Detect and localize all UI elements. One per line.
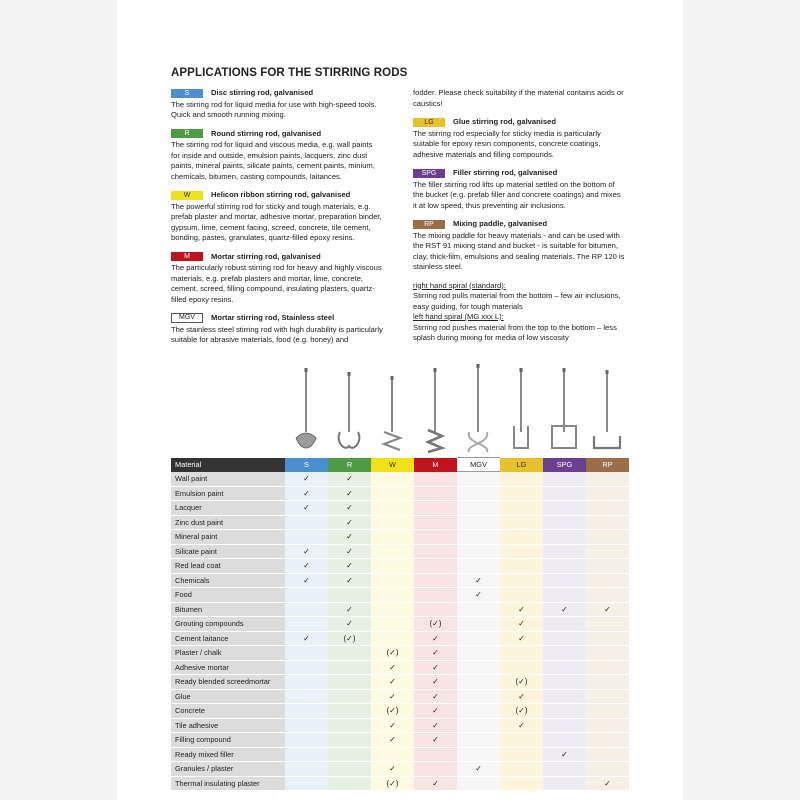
rod-entry-heading (413, 219, 625, 230)
suitability-cell-rp (586, 762, 629, 777)
rod-code-badge: SPG (413, 169, 445, 178)
suitability-cell-mgv (457, 689, 500, 704)
suitability-cell-r (328, 588, 371, 603)
rod-code-badge: W (171, 191, 203, 200)
rod-entry-heading (171, 252, 383, 263)
suitability-cell-rp (586, 559, 629, 574)
suitability-cell-s (285, 530, 328, 545)
suitability-cell-rp (586, 573, 629, 588)
material-name: Ready mixed filler (171, 747, 285, 762)
suitability-cell-lg (500, 501, 543, 516)
suitability-cell-w (371, 617, 414, 632)
material-name: Filling compound (171, 733, 285, 748)
suitability-cell-rp (586, 530, 629, 545)
material-name: Tile adhesive (171, 718, 285, 733)
suitability-cell-spg (543, 718, 586, 733)
rod-illustration-s-icon (296, 368, 316, 448)
suitability-cell-m: ✓ (414, 675, 457, 690)
suitability-cell-m (414, 602, 457, 617)
rod-name: Round stirring rod, galvanised (211, 128, 322, 138)
suitability-cell-lg (500, 559, 543, 574)
suitability-cell-spg (543, 573, 586, 588)
suitability-cell-w (371, 573, 414, 588)
suitability-cell-m (414, 573, 457, 588)
table-row (171, 660, 629, 675)
rod-description: The filler stirring rod lifts up material settled on the bottom of the bucket (e.g. prefab filler and concrete coatings) and mixes it at low speed, thus preventing air inclusions. (413, 179, 621, 210)
table-row (171, 718, 629, 733)
suitability-cell-mgv (457, 747, 500, 762)
suitability-cell-r (328, 762, 371, 777)
table-row (171, 617, 629, 632)
suitability-cell-w (371, 602, 414, 617)
rod-illustration-w-icon (384, 376, 400, 450)
suitability-cell-mgv (457, 530, 500, 545)
material-name: Silicate paint (171, 544, 285, 559)
suitability-cell-m (414, 747, 457, 762)
suitability-cell-spg (543, 675, 586, 690)
table-row (171, 704, 629, 719)
suitability-cell-mgv (457, 675, 500, 690)
rod-name: Filler stirring rod, galvanised (453, 168, 558, 177)
rod-name: Mortar stirring rod, Stainless steel (211, 313, 335, 322)
left-hand-spiral-text: Stirring rod pushes material from the top to the bottom – less splash during mixing for media of low viscosity (413, 322, 617, 342)
suitability-cell-m: ✓ (414, 733, 457, 748)
material-name: Mineral paint (171, 530, 285, 545)
suitability-cell-r: ✓ (328, 472, 371, 487)
material-name: Cement laitance (171, 631, 285, 646)
suitability-cell-m: ✓ (414, 646, 457, 661)
right-hand-spiral-heading: right hand spiral (standard): (413, 280, 506, 290)
application-table (171, 457, 629, 791)
rod-name: Glue stirring rod, galvanised (453, 117, 556, 126)
suitability-cell-r (328, 704, 371, 719)
column-header-spg: SPG (543, 458, 586, 472)
table-row (171, 472, 629, 487)
suitability-cell-rp (586, 689, 629, 704)
material-name: Granules / plaster (171, 762, 285, 777)
suitability-cell-w: ✓ (371, 660, 414, 675)
suitability-cell-s (285, 617, 328, 632)
rod-code-badge: MGV (171, 313, 203, 323)
suitability-cell-spg (543, 501, 586, 516)
suitability-cell-m (414, 559, 457, 574)
suitability-cell-r: ✓ (328, 573, 371, 588)
suitability-cell-lg: ✓ (500, 631, 543, 646)
suitability-cell-r (328, 675, 371, 690)
column-header-lg: LG (500, 458, 543, 472)
suitability-cell-spg (543, 515, 586, 530)
rod-description: The particularly robust stirring rod for heavy and highly viscous materials, e.g. prefab plasters and mortar, lime, concrete, cement, screed, filling compound, insulating plasters, quartz-filled epoxy resins. (171, 263, 382, 304)
suitability-cell-s: ✓ (285, 472, 328, 487)
material-name: Red lead coat (171, 559, 285, 574)
rod-description: The stirring rod for liquid media for use with high-speed tools. Quick and smooth running mixing. (171, 99, 377, 119)
suitability-cell-rp (586, 660, 629, 675)
table-row (171, 675, 629, 690)
suitability-cell-r: ✓ (328, 617, 371, 632)
suitability-cell-rp (586, 472, 629, 487)
suitability-cell-s: ✓ (285, 486, 328, 501)
rod-entry-w (171, 190, 383, 244)
material-name: Plaster / chalk (171, 646, 285, 661)
material-name: Bitumen (171, 602, 285, 617)
suitability-cell-lg: ✓ (500, 689, 543, 704)
suitability-cell-lg (500, 472, 543, 487)
suitability-cell-s: ✓ (285, 631, 328, 646)
suitability-cell-m (414, 588, 457, 603)
suitability-cell-lg: (✓) (500, 704, 543, 719)
left-hand-spiral-heading: left hand spiral (MG xxx L): (413, 312, 504, 321)
suitability-cell-mgv (457, 631, 500, 646)
column-header-r: R (328, 458, 371, 472)
suitability-cell-spg (543, 660, 586, 675)
suitability-cell-r: ✓ (328, 544, 371, 559)
suitability-cell-r: (✓) (328, 631, 371, 646)
right-hand-spiral-text: Stirring rod pulls material from the bottom – few air inclusions, easy guiding, for tough materials (413, 291, 621, 311)
rod-description: The stirring rod especially for sticky media is particularly suitable for epoxy resin components, concrete coatings, adhesive materials and filling compounds. (413, 128, 601, 159)
suitability-cell-spg: ✓ (543, 602, 586, 617)
suitability-cell-spg (543, 617, 586, 632)
suitability-cell-w (371, 544, 414, 559)
rod-description: The stainless steel stirring rod with high durability is particularly suitable for abrasive materials, food (e.g. honey) and (171, 324, 383, 344)
suitability-cell-spg (543, 544, 586, 559)
suitability-cell-r (328, 689, 371, 704)
suitability-cell-w: (✓) (371, 646, 414, 661)
table-row (171, 486, 629, 501)
suitability-cell-rp (586, 501, 629, 516)
suitability-cell-s: ✓ (285, 559, 328, 574)
suitability-cell-mgv (457, 544, 500, 559)
suitability-cell-m (414, 530, 457, 545)
suitability-cell-s (285, 733, 328, 748)
suitability-cell-mgv (457, 515, 500, 530)
suitability-cell-w (371, 472, 414, 487)
suitability-cell-spg (543, 704, 586, 719)
suitability-cell-mgv (457, 486, 500, 501)
rod-entry-heading (171, 129, 383, 140)
rod-name: Mixing paddle, galvanised (453, 219, 548, 228)
suitability-cell-s (285, 704, 328, 719)
material-name: Adhesive mortar (171, 660, 285, 675)
rod-descriptions-left (171, 88, 383, 354)
suitability-cell-w (371, 515, 414, 530)
suitability-cell-r (328, 660, 371, 675)
rod-entry-heading (171, 313, 383, 324)
column-header-rp: RP (586, 458, 629, 472)
suitability-cell-m: ✓ (414, 718, 457, 733)
material-name: Thermal insulating plaster (171, 776, 285, 791)
suitability-cell-lg (500, 646, 543, 661)
table-row (171, 501, 629, 516)
spiral-direction-note (413, 281, 625, 344)
material-name: Grouting compounds (171, 617, 285, 632)
suitability-cell-r: ✓ (328, 501, 371, 516)
suitability-cell-s (285, 588, 328, 603)
suitability-cell-m (414, 544, 457, 559)
rod-illustration-rp-icon (594, 370, 620, 448)
suitability-cell-rp (586, 588, 629, 603)
suitability-cell-lg (500, 515, 543, 530)
suitability-cell-spg (543, 472, 586, 487)
suitability-cell-spg (543, 776, 586, 791)
rod-name: Mortar stirring rod, galvanised (211, 251, 321, 261)
stirring-rod-illustrations (117, 360, 683, 456)
rod-entry-mgv (171, 313, 383, 346)
material-name: Lacquer (171, 501, 285, 516)
suitability-cell-w (371, 501, 414, 516)
suitability-cell-w: ✓ (371, 689, 414, 704)
rod-name: Disc stirring rod, galvanised (211, 88, 314, 97)
suitability-cell-lg: ✓ (500, 718, 543, 733)
suitability-cell-w (371, 530, 414, 545)
suitability-cell-rp (586, 515, 629, 530)
suitability-cell-mgv (457, 660, 500, 675)
material-column-header: Material (171, 458, 285, 472)
suitability-cell-mgv: ✓ (457, 762, 500, 777)
rod-code-badge: M (171, 252, 203, 261)
suitability-cell-spg (543, 486, 586, 501)
rod-entry-spg (413, 168, 625, 211)
suitability-cell-spg (543, 631, 586, 646)
table-row (171, 573, 629, 588)
suitability-cell-rp: ✓ (586, 602, 629, 617)
table-row (171, 689, 629, 704)
rod-entry-heading (171, 190, 383, 201)
suitability-cell-s (285, 646, 328, 661)
suitability-cell-m (414, 501, 457, 516)
suitability-cell-m: ✓ (414, 704, 457, 719)
rod-entry-lg (413, 117, 625, 160)
suitability-cell-spg (543, 588, 586, 603)
suitability-cell-s (285, 515, 328, 530)
rod-name: Helicon ribbon stirring rod, galvanised (211, 190, 351, 199)
suitability-cell-mgv (457, 559, 500, 574)
rod-entry-r (171, 129, 383, 183)
suitability-cell-s (285, 660, 328, 675)
suitability-cell-r: ✓ (328, 559, 371, 574)
suitability-cell-w (371, 559, 414, 574)
rod-entry-heading (171, 88, 383, 99)
suitability-cell-m: ✓ (414, 776, 457, 791)
rod-entry-m (171, 252, 383, 306)
material-name: Ready blended screedmortar (171, 675, 285, 690)
rod-entry-s (171, 88, 383, 121)
column-header-mgv: MGV (457, 458, 500, 472)
suitability-cell-r: ✓ (328, 515, 371, 530)
suitability-cell-lg (500, 573, 543, 588)
suitability-cell-w (371, 486, 414, 501)
suitability-cell-mgv (457, 776, 500, 791)
suitability-cell-r: ✓ (328, 602, 371, 617)
suitability-cell-m: ✓ (414, 660, 457, 675)
suitability-cell-r: ✓ (328, 486, 371, 501)
suitability-cell-w: ✓ (371, 733, 414, 748)
suitability-cell-mgv: ✓ (457, 573, 500, 588)
suitability-cell-s: ✓ (285, 573, 328, 588)
suitability-cell-mgv (457, 704, 500, 719)
suitability-cell-s (285, 718, 328, 733)
material-name: Zinc dust paint (171, 515, 285, 530)
suitability-cell-s: ✓ (285, 544, 328, 559)
material-name: Concrete (171, 704, 285, 719)
mgv-description-continuation: fodder. Please check suitability if the material contains acids or caustics! (413, 88, 624, 108)
suitability-cell-r: ✓ (328, 530, 371, 545)
suitability-cell-lg (500, 660, 543, 675)
suitability-cell-r (328, 776, 371, 791)
suitability-cell-mgv (457, 602, 500, 617)
suitability-cell-mgv (457, 617, 500, 632)
suitability-cell-lg: ✓ (500, 617, 543, 632)
rod-entry-heading (413, 168, 625, 179)
table-row (171, 631, 629, 646)
suitability-cell-mgv (457, 501, 500, 516)
material-name: Wall paint (171, 472, 285, 487)
rod-entry-heading (413, 117, 625, 128)
suitability-cell-m (414, 486, 457, 501)
table-row (171, 530, 629, 545)
table-row (171, 747, 629, 762)
suitability-cell-w: ✓ (371, 718, 414, 733)
suitability-cell-rp (586, 747, 629, 762)
material-name: Glue (171, 689, 285, 704)
suitability-cell-s (285, 776, 328, 791)
table-row (171, 544, 629, 559)
suitability-cell-lg: (✓) (500, 675, 543, 690)
rod-illustration-m-icon (428, 368, 442, 452)
suitability-cell-m: (✓) (414, 617, 457, 632)
rod-description: The powerful stirring rod for sticky and tough materials, e.g. prefab plaster and mortar, adhesive mortar, preparation binder, gypsum, lime, cement facing, screed, concrete, tile cement, bonding, pastes, granulates, quartz-filled epoxy resins. (171, 201, 382, 242)
suitability-cell-rp (586, 646, 629, 661)
suitability-cell-spg (543, 559, 586, 574)
suitability-cell-spg: ✓ (543, 747, 586, 762)
suitability-cell-w: ✓ (371, 762, 414, 777)
table-row (171, 646, 629, 661)
suitability-cell-spg (543, 762, 586, 777)
suitability-cell-spg (543, 646, 586, 661)
suitability-cell-s (285, 762, 328, 777)
suitability-cell-rp (586, 704, 629, 719)
suitability-cell-m (414, 515, 457, 530)
suitability-cell-spg (543, 733, 586, 748)
suitability-cell-s (285, 689, 328, 704)
suitability-cell-rp (586, 631, 629, 646)
rod-illustration-mgv-icon (469, 364, 488, 452)
table-row (171, 776, 629, 791)
table-row (171, 515, 629, 530)
suitability-cell-m (414, 762, 457, 777)
suitability-cell-w: (✓) (371, 704, 414, 719)
suitability-cell-r (328, 718, 371, 733)
suitability-cell-spg (543, 530, 586, 545)
rod-description: The stirring rod for liquid and viscous media, e.g. wall paints for inside and outside, emulsion paints, lacquers, zinc dust paints, mineral paints, silicate paints, cement paints, minium, chemicals, bitumen, casting compounds, laitances. (171, 140, 375, 181)
rod-illustration-lg-icon (514, 368, 528, 448)
suitability-cell-mgv (457, 733, 500, 748)
suitability-cell-lg (500, 588, 543, 603)
suitability-cell-spg (543, 689, 586, 704)
suitability-cell-w: ✓ (371, 675, 414, 690)
rod-entry-rp (413, 219, 625, 273)
suitability-cell-rp (586, 675, 629, 690)
suitability-cell-rp: ✓ (586, 776, 629, 791)
suitability-cell-rp (586, 733, 629, 748)
column-header-s: S (285, 458, 328, 472)
suitability-cell-rp (586, 544, 629, 559)
rod-code-badge: RP (413, 220, 445, 229)
column-header-m: M (414, 458, 457, 472)
suitability-cell-mgv: ✓ (457, 588, 500, 603)
material-name: Emulsion paint (171, 486, 285, 501)
suitability-cell-lg (500, 776, 543, 791)
suitability-cell-m: ✓ (414, 689, 457, 704)
suitability-cell-mgv (457, 718, 500, 733)
suitability-cell-s (285, 602, 328, 617)
suitability-cell-s (285, 747, 328, 762)
column-header-w: W (371, 458, 414, 472)
suitability-cell-mgv (457, 646, 500, 661)
suitability-cell-m (414, 472, 457, 487)
suitability-cell-lg: ✓ (500, 602, 543, 617)
page-title: APPLICATIONS FOR THE STIRRING RODS (171, 67, 408, 79)
suitability-cell-w (371, 631, 414, 646)
rod-descriptions-right (413, 88, 625, 344)
suitability-cell-rp (586, 617, 629, 632)
suitability-cell-lg (500, 733, 543, 748)
suitability-cell-lg (500, 544, 543, 559)
suitability-cell-r (328, 747, 371, 762)
material-name: Chemicals (171, 573, 285, 588)
suitability-cell-lg (500, 530, 543, 545)
suitability-cell-lg (500, 486, 543, 501)
table-row (171, 762, 629, 777)
rod-illustration-spg-icon (552, 368, 576, 448)
suitability-cell-s (285, 675, 328, 690)
rod-illustration-r-icon (339, 372, 360, 448)
table-row (171, 733, 629, 748)
suitability-cell-r (328, 646, 371, 661)
table-row (171, 602, 629, 617)
table-row (171, 588, 629, 603)
document-page (117, 0, 683, 800)
suitability-cell-w: (✓) (371, 776, 414, 791)
table-row (171, 559, 629, 574)
rod-code-badge: LG (413, 118, 445, 127)
suitability-cell-mgv (457, 472, 500, 487)
suitability-cell-rp (586, 718, 629, 733)
rod-code-badge: R (171, 129, 203, 138)
rod-code-badge: S (171, 89, 203, 98)
suitability-cell-r (328, 733, 371, 748)
suitability-cell-s: ✓ (285, 501, 328, 516)
material-name: Food (171, 588, 285, 603)
suitability-cell-w (371, 747, 414, 762)
suitability-cell-lg (500, 747, 543, 762)
suitability-cell-m: ✓ (414, 631, 457, 646)
suitability-cell-lg (500, 762, 543, 777)
rod-description: The mixing paddle for heavy materials - and can be used with the RST 91 mixing stand and bucket - is suitable for bitumen, clay, thick-film, emulsions and sealing materials. The RP 120 is stainless steel. (413, 230, 625, 271)
suitability-cell-rp (586, 486, 629, 501)
suitability-cell-w (371, 588, 414, 603)
